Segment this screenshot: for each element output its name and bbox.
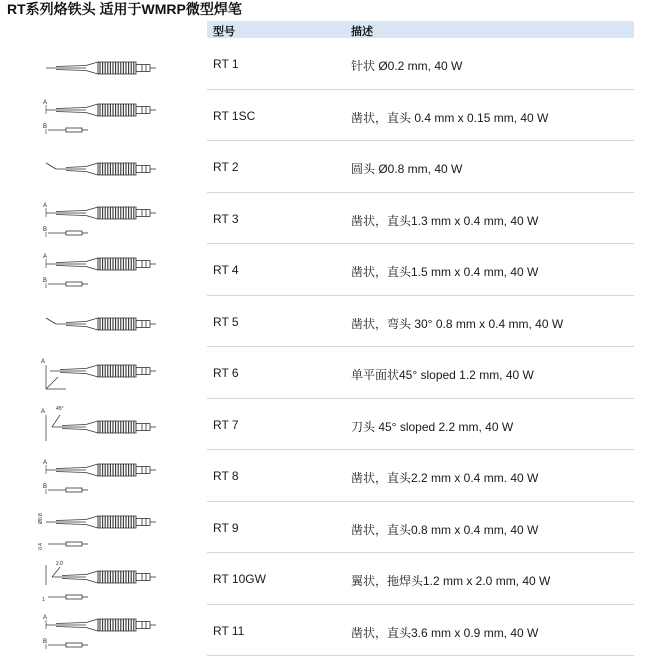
row-model: RT 8 bbox=[213, 469, 239, 483]
chisel-tip-icon bbox=[38, 607, 163, 655]
svg-text:A: A bbox=[41, 409, 45, 415]
page-title: RT系列烙铁头 适用于WMRP微型焊笔 bbox=[7, 0, 242, 18]
row-model: RT 2 bbox=[213, 160, 239, 174]
svg-text:A: A bbox=[43, 254, 47, 260]
row-model: RT 5 bbox=[213, 315, 239, 329]
svg-text:B: B bbox=[43, 484, 47, 490]
svg-text:A: A bbox=[43, 100, 47, 106]
row-model: RT 4 bbox=[213, 263, 239, 277]
row-description: 凿状，直头 0.4 mm x 0.15 mm, 40 W bbox=[351, 109, 548, 126]
table-row bbox=[0, 605, 671, 656]
row-model: RT 9 bbox=[213, 521, 239, 535]
row-description: 凿状，弯头 30° 0.8 mm x 0.4 mm, 40 W bbox=[351, 315, 563, 332]
svg-text:45°: 45° bbox=[56, 406, 64, 412]
table-row bbox=[0, 90, 671, 142]
header-model: 型号 bbox=[213, 23, 235, 39]
svg-text:Ø0.8: Ø0.8 bbox=[38, 512, 44, 523]
row-description: 凿状，直头3.6 mm x 0.9 mm, 40 W bbox=[351, 624, 538, 641]
table-row bbox=[0, 553, 671, 605]
chisel-tip-icon bbox=[38, 92, 163, 140]
chisel-tip-icon bbox=[38, 195, 163, 243]
needle-tip-icon bbox=[38, 40, 163, 88]
table-row bbox=[0, 347, 671, 399]
row-model: RT 1SC bbox=[213, 109, 255, 123]
row-description: 凿状，直头1.5 mm x 0.4 mm, 40 W bbox=[351, 263, 538, 280]
table-row bbox=[0, 502, 671, 554]
svg-text:B: B bbox=[43, 278, 47, 284]
bent-chisel-tip-icon bbox=[38, 298, 163, 346]
round-tip-icon bbox=[38, 143, 163, 191]
row-description: 凿状，直头2.2 mm x 0.4 mm. 40 W bbox=[351, 469, 538, 486]
row-description: 单平面状45° sloped 1.2 mm, 40 W bbox=[351, 366, 534, 383]
svg-text:B: B bbox=[43, 124, 47, 130]
table-row bbox=[0, 399, 671, 451]
row-description: 凿状，直头1.3 mm x 0.4 mm, 40 W bbox=[351, 212, 538, 229]
header-description: 描述 bbox=[351, 23, 373, 39]
chisel-tip-icon bbox=[38, 246, 163, 294]
sloped-tip-icon bbox=[38, 349, 163, 397]
row-description: 针状 Ø0.2 mm, 40 W bbox=[351, 57, 462, 74]
svg-text:A: A bbox=[43, 460, 47, 466]
svg-text:B: B bbox=[43, 639, 47, 645]
table-body bbox=[0, 38, 671, 656]
table-row bbox=[0, 38, 671, 90]
table-row bbox=[0, 141, 671, 193]
table-row bbox=[0, 296, 671, 348]
table-header bbox=[207, 21, 634, 38]
row-model: RT 3 bbox=[213, 212, 239, 226]
table-row bbox=[0, 450, 671, 502]
svg-text:2.0: 2.0 bbox=[56, 561, 63, 567]
row-model: RT 10GW bbox=[213, 572, 266, 586]
row-description: 凿状，直头0.8 mm x 0.4 mm, 40 W bbox=[351, 521, 538, 538]
svg-text:1: 1 bbox=[42, 597, 45, 603]
svg-text:0.4: 0.4 bbox=[38, 542, 44, 549]
row-description: 刀头 45° sloped 2.2 mm, 40 W bbox=[351, 418, 513, 435]
row-description: 圆头 Ø0.8 mm, 40 W bbox=[351, 160, 462, 177]
row-model: RT 11 bbox=[213, 624, 244, 638]
row-model: RT 7 bbox=[213, 418, 239, 432]
gullwing-tip-icon bbox=[38, 555, 163, 603]
chisel-tip-icon bbox=[38, 504, 163, 552]
row-description: 翼状，拖焊头1.2 mm x 2.0 mm, 40 W bbox=[351, 572, 550, 589]
svg-text:A: A bbox=[41, 359, 45, 365]
knife-tip-icon bbox=[38, 401, 163, 449]
row-model: RT 1 bbox=[213, 57, 239, 71]
chisel-tip-icon bbox=[38, 452, 163, 500]
table-row bbox=[0, 244, 671, 296]
table-row bbox=[0, 193, 671, 245]
svg-text:A: A bbox=[43, 203, 47, 209]
svg-text:A: A bbox=[43, 615, 47, 621]
row-model: RT 6 bbox=[213, 366, 239, 380]
svg-text:B: B bbox=[43, 227, 47, 233]
